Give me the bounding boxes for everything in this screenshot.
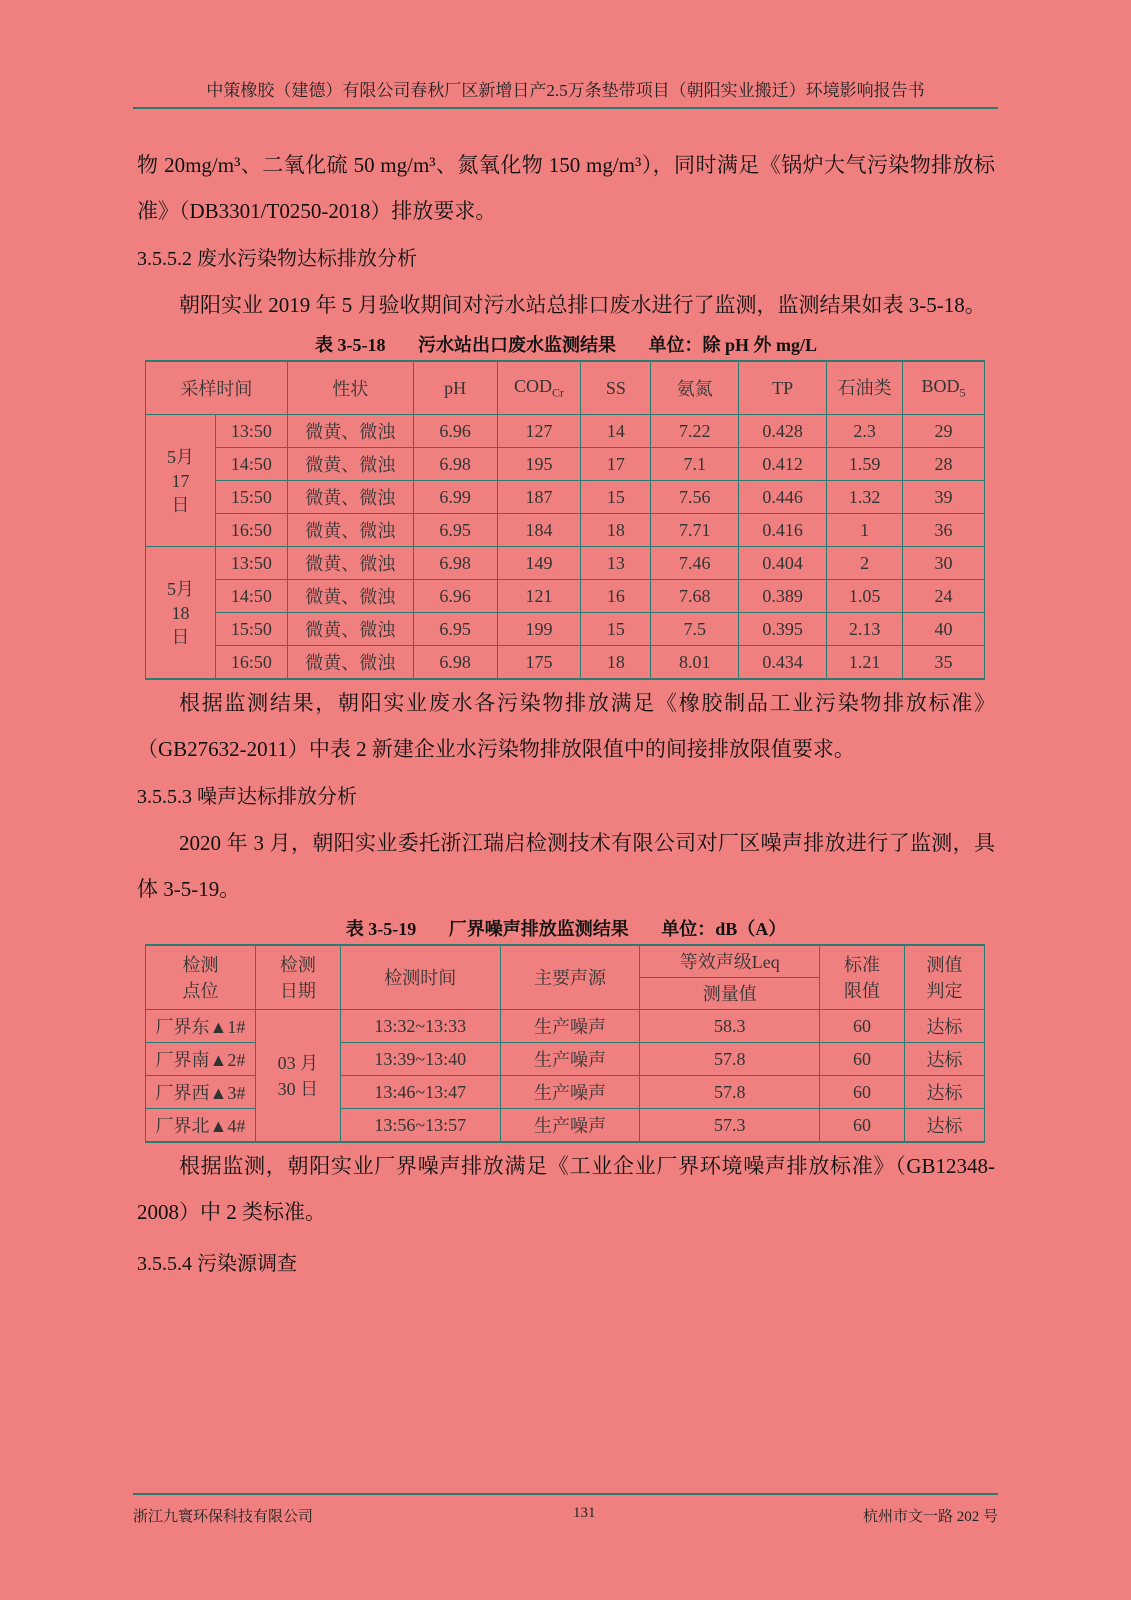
table-row	[146, 613, 985, 646]
th-bod: $BOD_5$	[903, 361, 985, 415]
table-cell: 微黄、微浊	[287, 481, 413, 514]
table2-caption-label: 表 3-5-19	[345, 919, 417, 939]
table-cell: 24	[903, 580, 985, 613]
table-cell-value: 57.3	[640, 1109, 820, 1143]
table-cell: 16	[581, 580, 651, 613]
section-heading-wastewater: 3.5.5.2 废水污染物达标排放分析	[137, 248, 417, 270]
table-cell: 0.389	[739, 580, 827, 613]
table-cell: 0.428	[739, 415, 827, 448]
table1-header-row	[146, 361, 985, 415]
table-cell: 7.22	[651, 415, 739, 448]
table1-body	[146, 415, 985, 680]
table-row	[146, 481, 985, 514]
table-cell: 0.404	[739, 547, 827, 580]
table-row	[146, 1010, 985, 1043]
table2-caption-unit: 单位：dB（A）	[661, 919, 787, 939]
table-cell: 199	[497, 613, 581, 646]
table-cell: 2.13	[827, 613, 903, 646]
table-cell: 16:50	[215, 646, 287, 680]
table-cell: 15:50	[215, 613, 287, 646]
table-cell-limit: 60	[820, 1076, 905, 1109]
th-source: 主要声源	[500, 945, 640, 1010]
table-cell: 15:50	[215, 481, 287, 514]
table-cell: 6.95	[413, 613, 497, 646]
table-cell-point: 厂界西▲3#	[146, 1076, 256, 1109]
table-cell: 6.98	[413, 646, 497, 680]
table-cell: 7.1	[651, 448, 739, 481]
table-row	[146, 547, 985, 580]
table-cell: 微黄、微浊	[287, 448, 413, 481]
table-cell: 29	[903, 415, 985, 448]
table-cell-value: 57.8	[640, 1076, 820, 1109]
table-cell: 7.5	[651, 613, 739, 646]
table-cell: 28	[903, 448, 985, 481]
table-cell-point: 厂界东▲1#	[146, 1010, 256, 1043]
table-cell: 13:50	[215, 415, 287, 448]
th-ph: pH	[413, 361, 497, 415]
table-cell-time: 13:32~13:33	[340, 1010, 500, 1043]
table-cell: 微黄、微浊	[287, 580, 413, 613]
table-cell: 13:50	[215, 547, 287, 580]
table-cell: 0.434	[739, 646, 827, 680]
table-cell: 184	[497, 514, 581, 547]
table-cell: 2	[827, 547, 903, 580]
table1-caption-unit: 单位：除 pH 外 mg/L	[648, 335, 817, 355]
wastewater-conclusion: 根据监测结果，朝阳实业废水各污染物排放满足《橡胶制品工业污染物排放标准》（GB27632-2011）中表 2 新建企业水污染物排放限值中的间接排放限值要求。	[137, 691, 995, 761]
table-cell: 1.05	[827, 580, 903, 613]
th-tp: TP	[739, 361, 827, 415]
table-cell: 微黄、微浊	[287, 547, 413, 580]
th-leq: 等效声级Leq	[640, 945, 820, 978]
table-cell: 6.96	[413, 415, 497, 448]
table-cell-limit: 60	[820, 1043, 905, 1076]
table1-caption	[137, 332, 995, 358]
table1-caption-title: 污水站出口废水监测结果	[417, 335, 616, 355]
table-cell: 0.416	[739, 514, 827, 547]
table-cell: 127	[497, 415, 581, 448]
table-cell: 0.395	[739, 613, 827, 646]
table-cell: 6.98	[413, 547, 497, 580]
table-cell: 7.46	[651, 547, 739, 580]
section-heading-pollution-survey: 3.5.5.4 污染源调查	[137, 1253, 297, 1275]
table-cell-judge: 达标	[905, 1076, 985, 1109]
table-cell-time: 13:46~13:47	[340, 1076, 500, 1109]
table-row	[146, 580, 985, 613]
footer-address: 杭州市文一路 202 号	[862, 1509, 998, 1525]
table-cell-judge: 达标	[905, 1109, 985, 1143]
page-footer	[133, 1493, 998, 1525]
table-cell-source: 生产噪声	[500, 1076, 640, 1109]
page-content	[137, 142, 995, 1287]
th-measured: 测量值	[640, 978, 820, 1010]
table-row	[146, 415, 985, 448]
th-date: 检测日期	[255, 945, 340, 1010]
table-cell: 7.71	[651, 514, 739, 547]
table-cell: 微黄、微浊	[287, 646, 413, 680]
table-cell: 微黄、微浊	[287, 415, 413, 448]
table-cell: 14	[581, 415, 651, 448]
table-cell: 14:50	[215, 580, 287, 613]
table-cell: 18	[581, 646, 651, 680]
th-appearance: 性状	[287, 361, 413, 415]
table-cell-point: 厂界南▲2#	[146, 1043, 256, 1076]
th-cod: $COD_{Cr}$	[497, 361, 581, 415]
table2-caption	[137, 916, 995, 942]
table-cell: 15	[581, 481, 651, 514]
intro-paragraph: 物 20mg/m³、二氧化硫 50 mg/m³、氮氧化物 150 mg/m³），同时满足《锅炉大气污染物排放标准》（DB3301/T0250-2018）排放要求。	[137, 153, 995, 223]
table-cell: 6.99	[413, 481, 497, 514]
table-cell-judge: 达标	[905, 1010, 985, 1043]
table-cell: 187	[497, 481, 581, 514]
th-ammonia: 氨氮	[651, 361, 739, 415]
footer-company: 浙江九寰环保科技有限公司	[133, 1509, 314, 1525]
noise-conclusion: 根据监测，朝阳实业厂界噪声排放满足《工业企业厂界环境噪声排放标准》（GB12348-2008）中 2 类标准。	[137, 1154, 995, 1224]
table-cell: 14:50	[215, 448, 287, 481]
table-cell: 1.59	[827, 448, 903, 481]
table-cell: 30	[903, 547, 985, 580]
table-cell-value: 57.8	[640, 1043, 820, 1076]
table-cell: 16:50	[215, 514, 287, 547]
table-cell: 39	[903, 481, 985, 514]
footer-page-number: 131	[573, 1505, 596, 1521]
table-cell-value: 58.3	[640, 1010, 820, 1043]
table-cell: 40	[903, 613, 985, 646]
th-sampling-time: 采样时间	[146, 361, 288, 415]
table-cell: 149	[497, 547, 581, 580]
table-cell: 6.95	[413, 514, 497, 547]
noise-paragraph: 2020 年 3 月，朝阳实业委托浙江瑞启检测技术有限公司对厂区噪声排放进行了监测，具体 3-5-19。	[137, 831, 995, 901]
date-cell: 03 月 30 日	[255, 1010, 340, 1143]
table2-body	[146, 1010, 985, 1143]
table-cell: 微黄、微浊	[287, 613, 413, 646]
table2-caption-title: 厂界噪声排放监测结果	[448, 919, 629, 939]
page-header: 中策橡胶（建德）有限公司春秋厂区新增日产2.5万条垫带项目（朝阳实业搬迁）环境影响报告书	[133, 76, 998, 109]
th-time: 检测时间	[340, 945, 500, 1010]
th-petroleum: 石油类	[827, 361, 903, 415]
table-cell: 175	[497, 646, 581, 680]
date-cell: 5月18日	[146, 547, 216, 680]
table2-header-row-1	[146, 945, 985, 978]
table-cell: 1.21	[827, 646, 903, 680]
table-row	[146, 646, 985, 680]
table-cell: 1.32	[827, 481, 903, 514]
th-judge: 测值判定	[905, 945, 985, 1010]
table-cell: 195	[497, 448, 581, 481]
table-cell: 6.96	[413, 580, 497, 613]
th-point: 检测点位	[146, 945, 256, 1010]
table-cell: 35	[903, 646, 985, 680]
table-row	[146, 514, 985, 547]
wastewater-paragraph: 朝阳实业 2019 年 5 月验收期间对污水站总排口废水进行了监测，监测结果如表 3-5-18。	[179, 293, 986, 317]
th-limit: 标准限值	[820, 945, 905, 1010]
table-cell: 6.98	[413, 448, 497, 481]
table-cell: 8.01	[651, 646, 739, 680]
table-cell: 7.56	[651, 481, 739, 514]
table-row	[146, 448, 985, 481]
table-cell-time: 13:39~13:40	[340, 1043, 500, 1076]
table-cell: 0.412	[739, 448, 827, 481]
table-cell: 7.68	[651, 580, 739, 613]
table-cell-time: 13:56~13:57	[340, 1109, 500, 1143]
table-cell: 2.3	[827, 415, 903, 448]
th-ss: SS	[581, 361, 651, 415]
table-cell: 17	[581, 448, 651, 481]
date-cell: 5月17日	[146, 415, 216, 547]
table-cell-limit: 60	[820, 1109, 905, 1143]
table-cell: 36	[903, 514, 985, 547]
section-heading-noise: 3.5.5.3 噪声达标排放分析	[137, 786, 357, 808]
table-cell: 0.446	[739, 481, 827, 514]
table-cell-source: 生产噪声	[500, 1109, 640, 1143]
table-cell-source: 生产噪声	[500, 1043, 640, 1076]
table-cell-point: 厂界北▲4#	[146, 1109, 256, 1143]
table-cell-limit: 60	[820, 1010, 905, 1043]
table-cell: 121	[497, 580, 581, 613]
table1-caption-label: 表 3-5-18	[314, 335, 386, 355]
table-cell-judge: 达标	[905, 1043, 985, 1076]
wastewater-table	[145, 360, 985, 680]
table-cell: 15	[581, 613, 651, 646]
table-cell: 13	[581, 547, 651, 580]
table-cell: 微黄、微浊	[287, 514, 413, 547]
noise-table	[145, 944, 985, 1143]
table-cell: 1	[827, 514, 903, 547]
table-cell-source: 生产噪声	[500, 1010, 640, 1043]
table-cell: 18	[581, 514, 651, 547]
